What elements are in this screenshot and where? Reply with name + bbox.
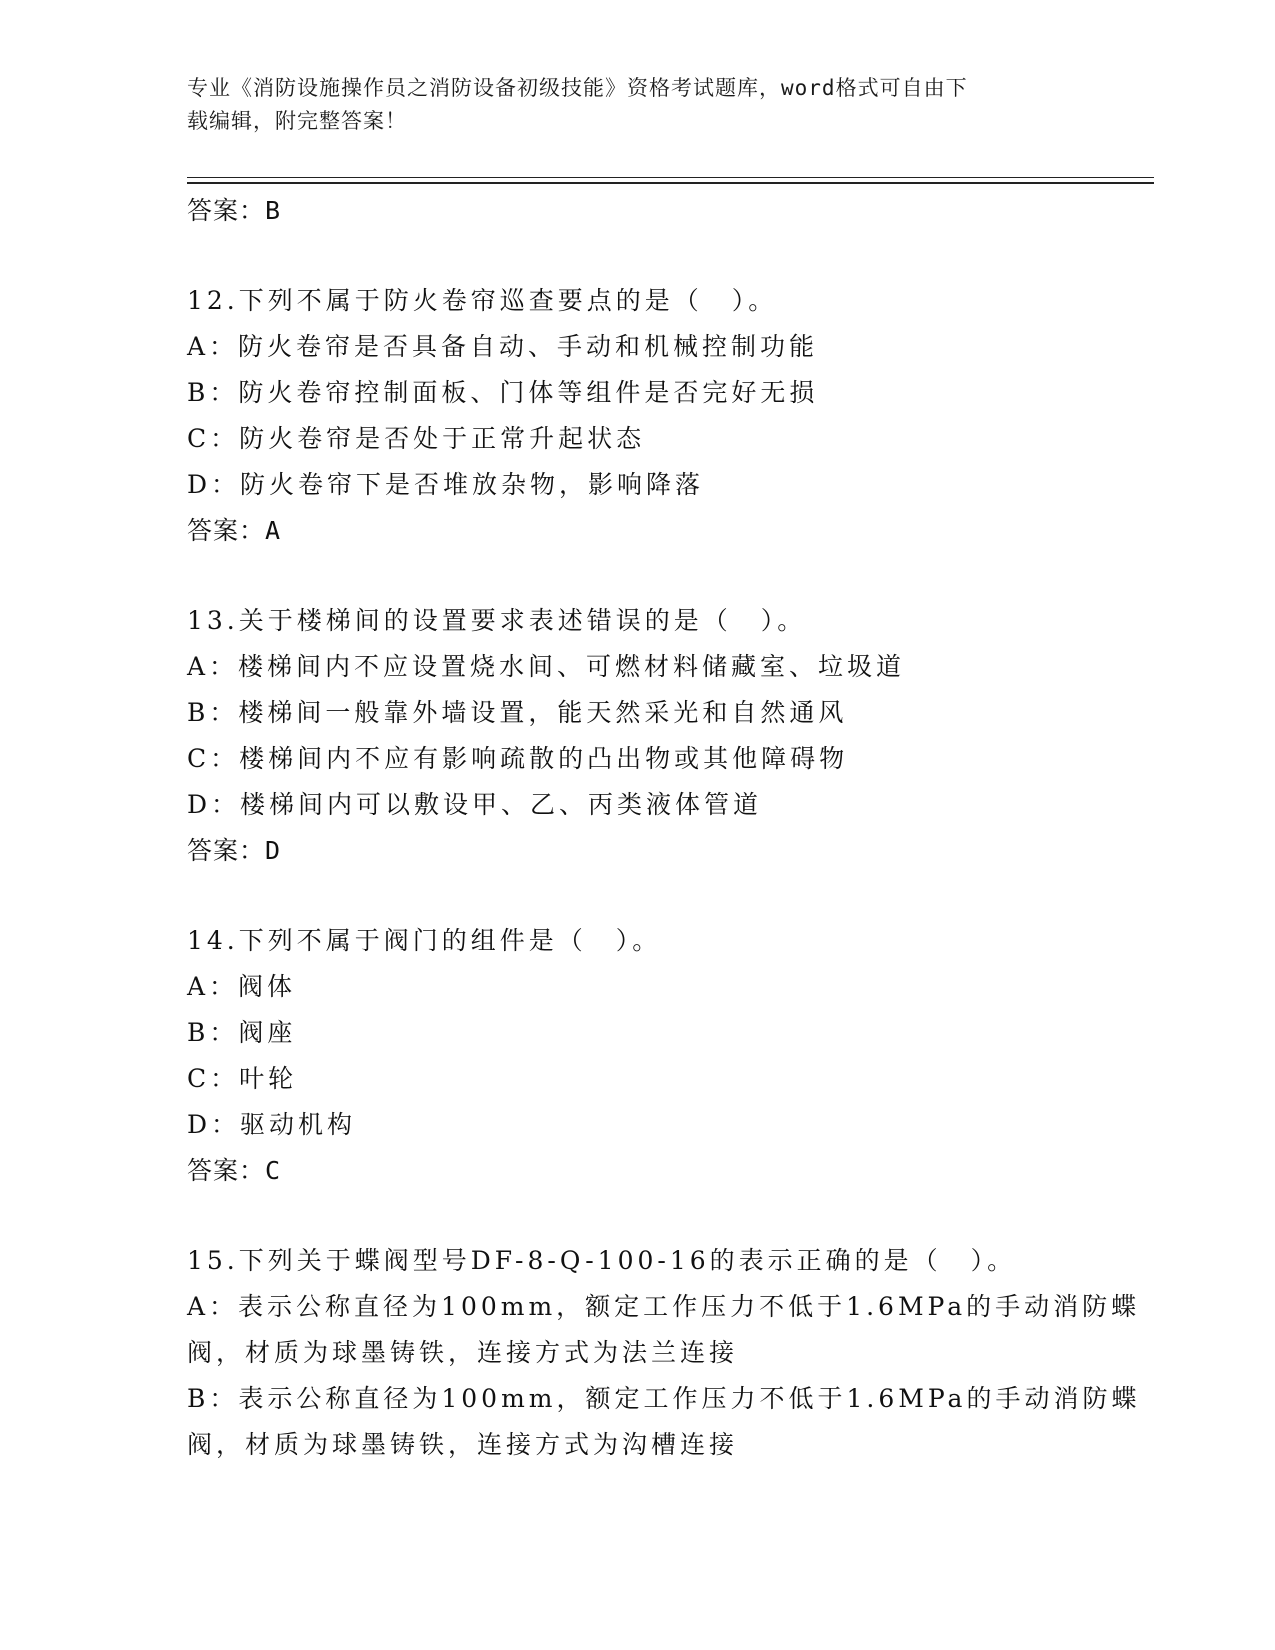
question-stem: 14.下列不属于阀门的组件是（ ）。: [187, 926, 662, 955]
answer-prefix: 答案：: [187, 196, 266, 225]
question-stem: 13.关于楼梯间的设置要求表述错误的是（ ）。: [187, 606, 807, 635]
spacer: [187, 874, 1087, 918]
answer-letter: A: [265, 516, 282, 545]
option-d: D：防火卷帘下是否堆放杂物，影响降落: [187, 470, 705, 499]
answer-prefix: 答案：: [187, 836, 266, 865]
option-d: D：驱动机构: [187, 1110, 357, 1139]
answer-line: [187, 188, 1087, 234]
header-line-2: 载编辑，附完整答案！: [187, 109, 407, 133]
answer-letter: B: [265, 196, 282, 225]
option-b-continued: 阀，材质为球墨铸铁，连接方式为沟槽连接: [187, 1430, 739, 1459]
answer-line: [187, 1148, 1087, 1194]
option-a: A：表示公称直径为100mm，额定工作压力不低于1.6MPa的手动消防蝶: [187, 1292, 1141, 1321]
answer-line: [187, 508, 1087, 554]
question-list: [187, 188, 1141, 1468]
answer-letter: C: [265, 1156, 282, 1185]
answer-line: [187, 828, 1087, 874]
spacer: [187, 1194, 1087, 1238]
option-c: C：防火卷帘是否处于正常升起状态: [187, 424, 646, 453]
answer-prefix: 答案：: [187, 516, 266, 545]
option-b: B：防火卷帘控制面板、门体等组件是否完好无损: [187, 378, 819, 407]
option-a: A：楼梯间内不应设置烧水间、可燃材料储藏室、垃圾道: [187, 652, 906, 681]
answer-prefix: 答案：: [187, 1156, 266, 1185]
option-a: A：阀体: [187, 972, 297, 1001]
question-stem: 15.下列关于蝶阀型号DF-8-Q-100-16的表示正确的是（ ）。: [187, 1246, 1017, 1275]
spacer: [187, 234, 1087, 278]
option-a: A：防火卷帘是否具备自动、手动和机械控制功能: [187, 332, 819, 361]
spacer: [187, 554, 1087, 598]
document-header: [187, 72, 1067, 138]
header-divider-thick: [187, 182, 1154, 184]
question-stem: 12.下列不属于防火卷帘巡查要点的是（ ）。: [187, 286, 778, 315]
header-line-1: 专业《消防设施操作员之消防设备初级技能》资格考试题库，word格式可自由下: [187, 76, 968, 100]
header-divider-thin: [187, 177, 1154, 178]
option-d: D：楼梯间内可以敷设甲、乙、丙类液体管道: [187, 790, 763, 819]
answer-letter: D: [265, 836, 282, 865]
option-c: C：楼梯间内不应有影响疏散的凸出物或其他障碍物: [187, 744, 849, 773]
option-b: B：阀座: [187, 1018, 297, 1047]
option-a-continued: 阀，材质为球墨铸铁，连接方式为法兰连接: [187, 1338, 739, 1367]
option-b: B：楼梯间一般靠外墙设置，能天然采光和自然通风: [187, 698, 848, 727]
option-b: B：表示公称直径为100mm，额定工作压力不低于1.6MPa的手动消防蝶: [187, 1384, 1141, 1413]
option-c: C：叶轮: [187, 1064, 298, 1093]
